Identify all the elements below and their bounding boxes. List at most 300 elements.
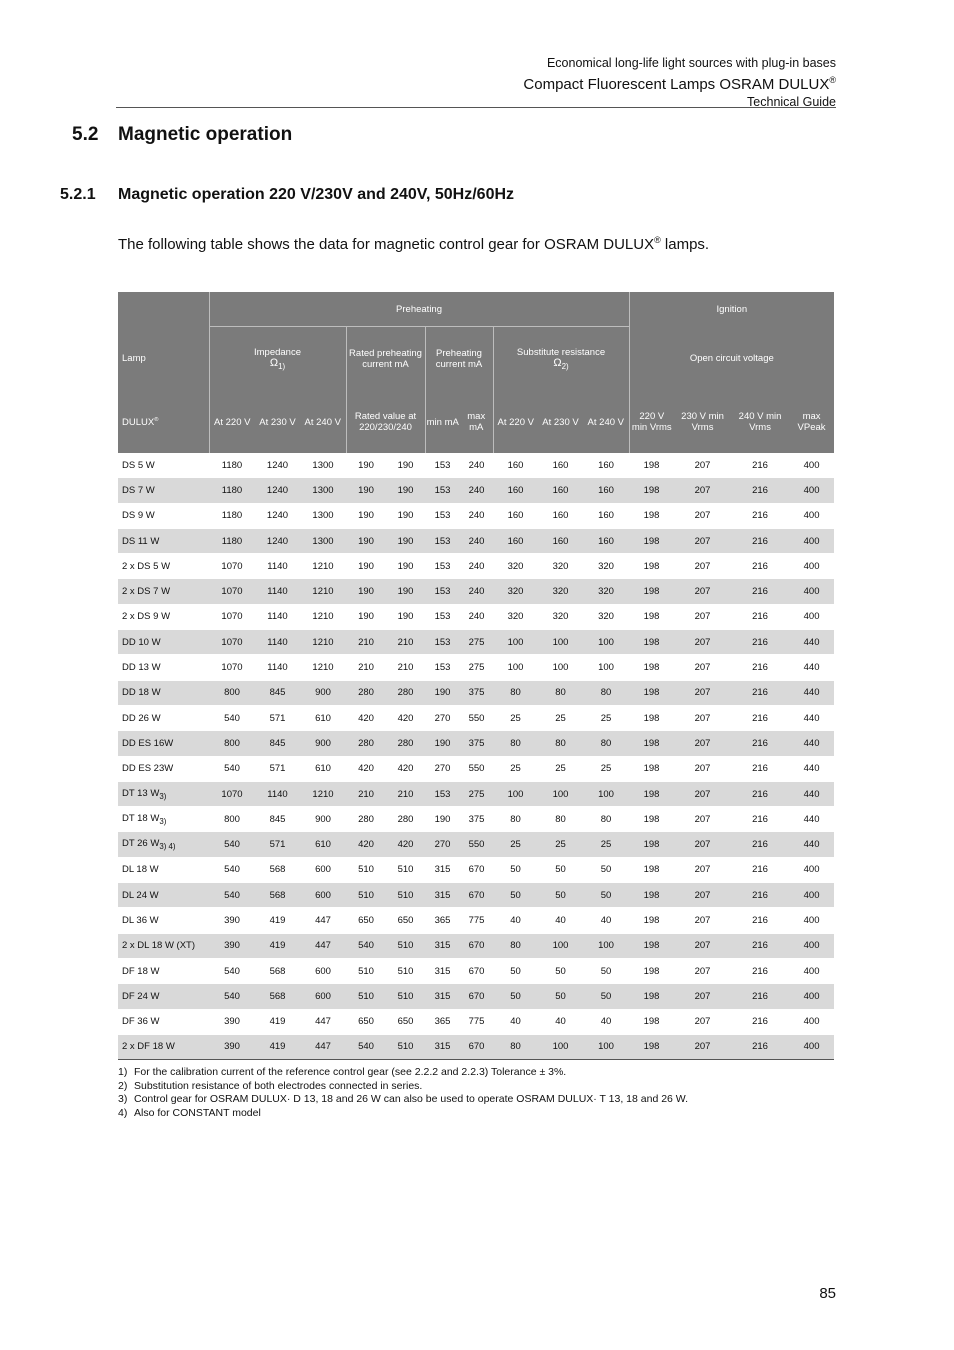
value-cell: 280 [386, 807, 425, 832]
sub-header: At 230 V [538, 391, 583, 453]
value-cell: 400 [789, 958, 834, 983]
value-cell: 670 [460, 933, 493, 958]
value-cell: 1240 [255, 478, 300, 503]
value-cell: 600 [300, 883, 346, 908]
value-cell: 216 [731, 503, 789, 528]
value-cell: 400 [789, 984, 834, 1009]
value-cell: 198 [629, 655, 674, 680]
value-cell: 198 [629, 857, 674, 882]
footnote: 3) Control gear for OSRAM DULUX· D 13, 18 and 26 W can also be used to operate OSRAM DULUX· T 13, 18 and 26 W. [118, 1093, 689, 1105]
value-cell: 1070 [209, 630, 255, 655]
value-cell: 216 [731, 756, 789, 781]
sub-header: max VPeak [789, 391, 834, 453]
value-cell: 198 [629, 958, 674, 983]
value-cell: 315 [425, 883, 460, 908]
value-cell: 1070 [209, 655, 255, 680]
table-row [118, 503, 834, 528]
value-cell: 25 [493, 832, 538, 857]
value-cell: 568 [255, 857, 300, 882]
value-cell: 100 [538, 781, 583, 806]
value-cell: 190 [346, 528, 386, 553]
value-cell: 25 [583, 756, 629, 781]
value-cell: 207 [674, 1034, 731, 1059]
value-cell: 207 [674, 655, 731, 680]
value-cell: 153 [425, 503, 460, 528]
value-cell: 270 [425, 832, 460, 857]
value-cell: 420 [346, 705, 386, 730]
value-cell: 190 [386, 528, 425, 553]
table-row [118, 883, 834, 908]
value-cell: 190 [386, 503, 425, 528]
lamp-cell: DS 9 W [118, 503, 209, 528]
value-cell: 845 [255, 807, 300, 832]
value-cell: 207 [674, 781, 731, 806]
value-cell: 160 [493, 528, 538, 553]
table-row [118, 579, 834, 604]
value-cell: 510 [346, 883, 386, 908]
value-cell: 440 [789, 756, 834, 781]
value-cell: 25 [493, 705, 538, 730]
value-cell: 315 [425, 958, 460, 983]
value-cell: 1300 [300, 478, 346, 503]
header-rule [116, 107, 836, 108]
value-cell: 190 [346, 554, 386, 579]
footnote: 4) Also for CONSTANT model [118, 1106, 261, 1119]
value-cell: 80 [583, 680, 629, 705]
value-cell: 550 [460, 705, 493, 730]
value-cell: 216 [731, 554, 789, 579]
value-cell: 198 [629, 705, 674, 730]
lamp-cell: DD 26 W [118, 705, 209, 730]
value-cell: 216 [731, 680, 789, 705]
value-cell: 400 [789, 933, 834, 958]
value-cell: 207 [674, 453, 731, 478]
value-cell: 198 [629, 579, 674, 604]
value-cell: 270 [425, 705, 460, 730]
value-cell: 216 [731, 579, 789, 604]
value-cell: 25 [538, 756, 583, 781]
value-cell: 610 [300, 705, 346, 730]
value-cell: 540 [209, 984, 255, 1009]
value-cell: 216 [731, 478, 789, 503]
value-cell: 207 [674, 680, 731, 705]
col-dulux: DULUX® [118, 391, 209, 453]
value-cell: 275 [460, 655, 493, 680]
table-row [118, 832, 834, 857]
value-cell: 1140 [255, 554, 300, 579]
value-cell: 510 [386, 984, 425, 1009]
value-cell: 800 [209, 807, 255, 832]
value-cell: 419 [255, 1034, 300, 1059]
table-row [118, 731, 834, 756]
value-cell: 1240 [255, 503, 300, 528]
value-cell: 207 [674, 933, 731, 958]
value-cell: 420 [346, 756, 386, 781]
value-cell: 280 [386, 680, 425, 705]
value-cell: 207 [674, 908, 731, 933]
value-cell: 190 [425, 807, 460, 832]
value-cell: 650 [386, 908, 425, 933]
table-row [118, 933, 834, 958]
value-cell: 216 [731, 604, 789, 629]
value-cell: 400 [789, 528, 834, 553]
value-cell: 80 [493, 807, 538, 832]
value-cell: 275 [460, 781, 493, 806]
value-cell: 207 [674, 958, 731, 983]
value-cell: 375 [460, 680, 493, 705]
value-cell: 420 [386, 832, 425, 857]
value-cell: 160 [583, 478, 629, 503]
value-cell: 1240 [255, 528, 300, 553]
value-cell: 280 [346, 731, 386, 756]
value-cell: 216 [731, 528, 789, 553]
value-cell: 25 [538, 832, 583, 857]
value-cell: 568 [255, 883, 300, 908]
value-cell: 80 [493, 933, 538, 958]
value-cell: 207 [674, 705, 731, 730]
value-cell: 400 [789, 503, 834, 528]
value-cell: 420 [346, 832, 386, 857]
value-cell: 315 [425, 984, 460, 1009]
value-cell: 190 [346, 579, 386, 604]
value-cell: 400 [789, 857, 834, 882]
value-cell: 207 [674, 807, 731, 832]
value-cell: 207 [674, 503, 731, 528]
value-cell: 80 [493, 680, 538, 705]
value-cell: 100 [583, 781, 629, 806]
value-cell: 198 [629, 756, 674, 781]
value-cell: 198 [629, 731, 674, 756]
value-cell: 40 [538, 908, 583, 933]
value-cell: 216 [731, 781, 789, 806]
col-substitute-resistance: Substitute resistance $\Omega_{2)}$ [493, 327, 629, 392]
value-cell: 400 [789, 604, 834, 629]
lamp-cell: DD ES 23W [118, 756, 209, 781]
value-cell: 320 [583, 554, 629, 579]
running-header [523, 56, 836, 110]
value-cell: 216 [731, 731, 789, 756]
value-cell: 210 [386, 781, 425, 806]
value-cell: 190 [386, 478, 425, 503]
value-cell: 320 [583, 579, 629, 604]
value-cell: 419 [255, 933, 300, 958]
value-cell: 198 [629, 908, 674, 933]
lamp-cell: DD ES 16W [118, 731, 209, 756]
value-cell: 160 [583, 503, 629, 528]
value-cell: 400 [789, 554, 834, 579]
value-cell: 198 [629, 630, 674, 655]
value-cell: 571 [255, 832, 300, 857]
value-cell: 50 [493, 958, 538, 983]
lamp-cell: 2 x DS 9 W [118, 604, 209, 629]
value-cell: 207 [674, 604, 731, 629]
value-cell: 198 [629, 883, 674, 908]
value-cell: 419 [255, 908, 300, 933]
value-cell: 160 [493, 453, 538, 478]
value-cell: 540 [346, 1034, 386, 1059]
value-cell: 320 [583, 604, 629, 629]
value-cell: 1210 [300, 579, 346, 604]
value-cell: 670 [460, 958, 493, 983]
value-cell: 160 [583, 453, 629, 478]
table-row [118, 680, 834, 705]
value-cell: 80 [538, 731, 583, 756]
value-cell: 216 [731, 883, 789, 908]
table-row [118, 528, 834, 553]
value-cell: 153 [425, 630, 460, 655]
value-cell: 1210 [300, 604, 346, 629]
value-cell: 240 [460, 503, 493, 528]
value-cell: 440 [789, 655, 834, 680]
value-cell: 100 [538, 1034, 583, 1059]
value-cell: 447 [300, 933, 346, 958]
table-row [118, 453, 834, 478]
value-cell: 80 [493, 731, 538, 756]
lamp-cell: DD 18 W [118, 680, 209, 705]
value-cell: 270 [425, 756, 460, 781]
value-cell: 198 [629, 807, 674, 832]
value-cell: 50 [493, 883, 538, 908]
value-cell: 510 [386, 883, 425, 908]
lamp-cell: 2 x DS 7 W [118, 579, 209, 604]
value-cell: 440 [789, 705, 834, 730]
value-cell: 50 [538, 857, 583, 882]
value-cell: 50 [583, 883, 629, 908]
value-cell: 540 [209, 832, 255, 857]
value-cell: 1210 [300, 630, 346, 655]
value-cell: 1180 [209, 528, 255, 553]
value-cell: 80 [538, 680, 583, 705]
sub-header: 220 V min Vrms [629, 391, 674, 453]
value-cell: 1210 [300, 655, 346, 680]
value-cell: 240 [460, 604, 493, 629]
value-cell: 198 [629, 984, 674, 1009]
value-cell: 216 [731, 1009, 789, 1034]
page-number: 85 [819, 1285, 836, 1302]
value-cell: 400 [789, 883, 834, 908]
value-cell: 670 [460, 984, 493, 1009]
value-cell: 650 [346, 1009, 386, 1034]
value-cell: 900 [300, 731, 346, 756]
value-cell: 571 [255, 705, 300, 730]
value-cell: 315 [425, 1034, 460, 1059]
value-cell: 800 [209, 731, 255, 756]
value-cell: 160 [538, 528, 583, 553]
value-cell: 670 [460, 883, 493, 908]
value-cell: 400 [789, 453, 834, 478]
sub-header: At 240 V [300, 391, 346, 453]
lamp-cell: DF 18 W [118, 958, 209, 983]
value-cell: 1140 [255, 604, 300, 629]
value-cell: 216 [731, 705, 789, 730]
value-cell: 320 [538, 604, 583, 629]
value-cell: 400 [789, 1009, 834, 1034]
value-cell: 280 [346, 680, 386, 705]
value-cell: 80 [583, 807, 629, 832]
value-cell: 198 [629, 832, 674, 857]
lamp-cell: DL 36 W [118, 908, 209, 933]
value-cell: 198 [629, 1009, 674, 1034]
value-cell: 610 [300, 756, 346, 781]
value-cell: 1070 [209, 554, 255, 579]
value-cell: 1210 [300, 554, 346, 579]
value-cell: 1070 [209, 781, 255, 806]
value-cell: 198 [629, 680, 674, 705]
value-cell: 100 [583, 655, 629, 680]
value-cell: 40 [538, 1009, 583, 1034]
table-row [118, 705, 834, 730]
value-cell: 1180 [209, 453, 255, 478]
value-cell: 190 [346, 478, 386, 503]
lamp-cell: DL 18 W [118, 857, 209, 882]
value-cell: 900 [300, 807, 346, 832]
value-cell: 207 [674, 528, 731, 553]
value-cell: 198 [629, 1034, 674, 1059]
value-cell: 1300 [300, 453, 346, 478]
value-cell: 190 [386, 579, 425, 604]
value-cell: 510 [386, 933, 425, 958]
value-cell: 440 [789, 731, 834, 756]
value-cell: 100 [538, 655, 583, 680]
value-cell: 190 [425, 680, 460, 705]
value-cell: 190 [346, 604, 386, 629]
value-cell: 400 [789, 908, 834, 933]
lamp-cell: DL 24 W [118, 883, 209, 908]
value-cell: 315 [425, 933, 460, 958]
value-cell: 50 [538, 883, 583, 908]
value-cell: 153 [425, 554, 460, 579]
value-cell: 198 [629, 528, 674, 553]
table-row [118, 554, 834, 579]
value-cell: 50 [583, 958, 629, 983]
lamp-cell: DT 18 $W_{3)}$ [118, 807, 209, 832]
lamp-cell: 2 x DF 18 W [118, 1034, 209, 1059]
sub-header: 230 V min Vrms [674, 391, 731, 453]
value-cell: 40 [583, 908, 629, 933]
value-cell: 510 [346, 958, 386, 983]
value-cell: 100 [583, 933, 629, 958]
value-cell: 216 [731, 984, 789, 1009]
lamp-cell: DF 24 W [118, 984, 209, 1009]
table-row [118, 958, 834, 983]
value-cell: 320 [538, 554, 583, 579]
value-cell: 610 [300, 832, 346, 857]
value-cell: 210 [386, 655, 425, 680]
value-cell: 25 [538, 705, 583, 730]
value-cell: 100 [493, 630, 538, 655]
value-cell: 160 [538, 453, 583, 478]
lamp-cell: DT 13 $W_{3)}$ [118, 781, 209, 806]
value-cell: 1180 [209, 478, 255, 503]
value-cell: 100 [583, 630, 629, 655]
value-cell: 25 [583, 832, 629, 857]
value-cell: 845 [255, 680, 300, 705]
sub-header: At 220 V [209, 391, 255, 453]
value-cell: 216 [731, 908, 789, 933]
value-cell: 216 [731, 453, 789, 478]
table-row [118, 1034, 834, 1059]
value-cell: 540 [209, 756, 255, 781]
value-cell: 160 [493, 503, 538, 528]
value-cell: 1070 [209, 604, 255, 629]
table-row [118, 756, 834, 781]
value-cell: 240 [460, 453, 493, 478]
value-cell: 540 [209, 958, 255, 983]
value-cell: 210 [346, 630, 386, 655]
value-cell: 50 [538, 984, 583, 1009]
value-cell: 320 [538, 579, 583, 604]
value-cell: 240 [460, 478, 493, 503]
value-cell: 50 [493, 984, 538, 1009]
header-line3: Technical Guide [747, 95, 836, 109]
value-cell: 275 [460, 630, 493, 655]
table-row [118, 604, 834, 629]
value-cell: 210 [386, 630, 425, 655]
value-cell: 216 [731, 933, 789, 958]
value-cell: 240 [460, 528, 493, 553]
value-cell: 198 [629, 478, 674, 503]
value-cell: 600 [300, 984, 346, 1009]
lamp-cell: 2 x DS 5 W [118, 554, 209, 579]
value-cell: 400 [789, 478, 834, 503]
value-cell: 40 [583, 1009, 629, 1034]
table-body [118, 453, 834, 1060]
value-cell: 153 [425, 781, 460, 806]
value-cell: 510 [346, 857, 386, 882]
value-cell: 80 [493, 1034, 538, 1059]
value-cell: 207 [674, 554, 731, 579]
table-row [118, 984, 834, 1009]
lamp-cell: DS 5 W [118, 453, 209, 478]
value-cell: 447 [300, 1034, 346, 1059]
value-cell: 440 [789, 781, 834, 806]
value-cell: 100 [583, 1034, 629, 1059]
value-cell: 207 [674, 731, 731, 756]
value-cell: 160 [538, 503, 583, 528]
value-cell: 540 [209, 857, 255, 882]
value-cell: 510 [346, 984, 386, 1009]
value-cell: 1140 [255, 579, 300, 604]
value-cell: 568 [255, 984, 300, 1009]
value-cell: 1210 [300, 781, 346, 806]
value-cell: 1300 [300, 528, 346, 553]
value-cell: 153 [425, 604, 460, 629]
value-cell: 280 [346, 807, 386, 832]
value-cell: 207 [674, 579, 731, 604]
footnote: 1) For the calibration current of the reference control gear (see 2.2.2 and 2.2.3) Tolerance ± 3%. [118, 1066, 567, 1078]
value-cell: 390 [209, 933, 255, 958]
value-cell: 25 [493, 756, 538, 781]
value-cell: 207 [674, 857, 731, 882]
value-cell: 198 [629, 554, 674, 579]
value-cell: 1140 [255, 630, 300, 655]
value-cell: 100 [493, 655, 538, 680]
value-cell: 198 [629, 503, 674, 528]
sub-header: Rated value at 220/230/240 [346, 391, 425, 453]
lamp-cell: DD 13 W [118, 655, 209, 680]
value-cell: 280 [386, 731, 425, 756]
sub-header: At 220 V [493, 391, 538, 453]
lamp-cell: DS 7 W [118, 478, 209, 503]
value-cell: 419 [255, 1009, 300, 1034]
value-cell: 440 [789, 832, 834, 857]
value-cell: 365 [425, 1009, 460, 1034]
value-cell: 420 [386, 756, 425, 781]
value-cell: 550 [460, 832, 493, 857]
value-cell: 160 [538, 478, 583, 503]
footnotes [118, 1066, 688, 1120]
value-cell: 153 [425, 579, 460, 604]
